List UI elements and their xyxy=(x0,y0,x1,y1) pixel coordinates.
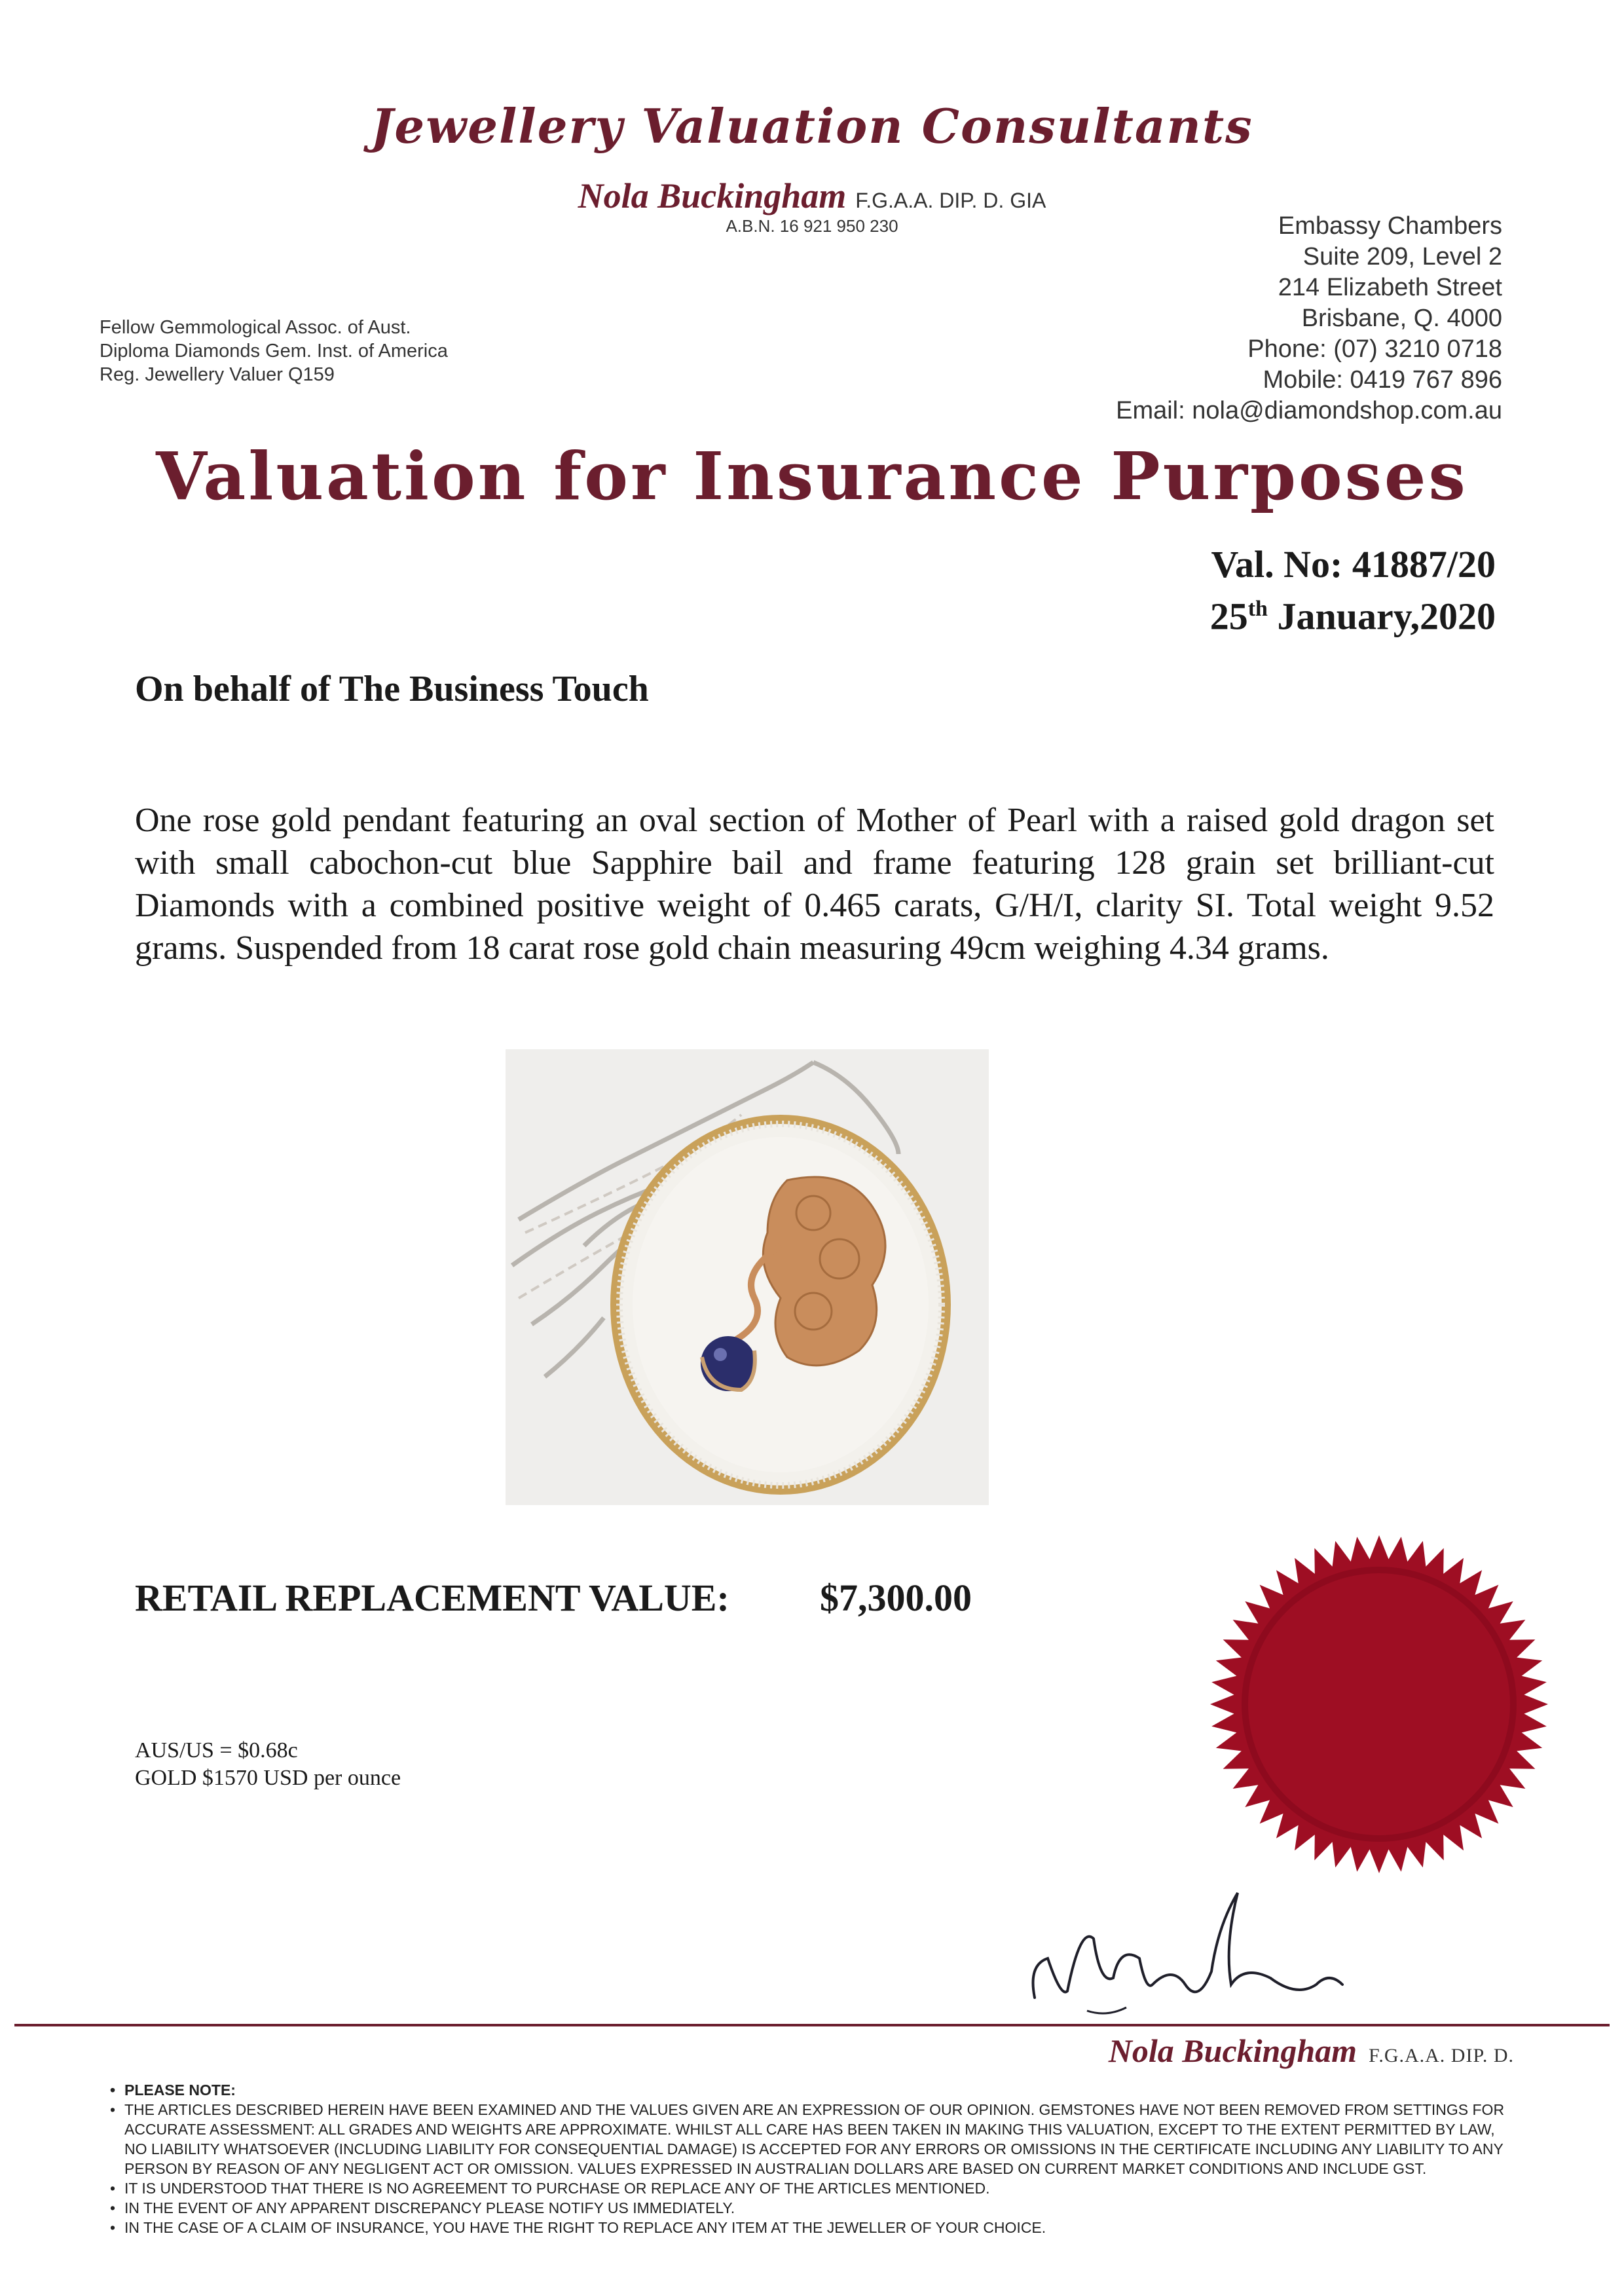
valuation-reference xyxy=(1210,542,1496,639)
credential-line: Reg. Jewellery Valuer Q159 xyxy=(100,364,335,385)
signatory-qualifications: F.G.A.A. DIP. D. xyxy=(1369,2045,1514,2066)
notes-heading: • PLEASE NOTE: xyxy=(110,2080,1518,2100)
date-suffix: th xyxy=(1247,597,1268,621)
note-item: • IT IS UNDERSTOOD THAT THERE IS NO AGREEMENT TO PURCHASE OR REPLACE ANY OF THE ARTICLES MENTIONED. xyxy=(110,2178,1518,2198)
credentials-block xyxy=(100,316,448,386)
handwritten-signature xyxy=(1022,1886,1349,2030)
credential-line: Diploma Diamonds Gem. Inst. of America xyxy=(100,341,448,362)
gold-price: GOLD $1570 USD per ounce xyxy=(135,1766,401,1790)
note-item: • THE ARTICLES DESCRIBED HEREIN HAVE BEEN EXAMINED AND THE VALUES GIVEN ARE AN EXPRESSION OF OUR OPINION. GEMSTONES HAVE NOT BEEN REMOVED FROM SETTINGS FOR ACCURATE ASSESSMENT: ALL GRADES AND WEIGHTS ARE APPROXIMATE. WHILST ALL CARE HAS BEEN TAKEN IN MAKING THIS VALUATION, EXCEPT TO THE EXTENT PERMITTED BY LAW, NO LIABILITY WHATSOEVER (INCLUDING LIABILITY FOR CONSEQUENTIAL DAMAGE) IS ACCEPTED FOR ANY ERRORS OR OMISSIONS IN THE CERTIFICATE INCLUDING ANY LIABILITY TO ANY PERSON BY REASON OF ANY NEGLIGENT ACT OR OMISSION. VALUES EXPRESSED IN AUSTRALIAN DOLLARS ARE BASED ON CURRENT MARKET CONDITIONS AND INCLUDE GST. xyxy=(110,2100,1518,2178)
credential-line: Fellow Gemmological Assoc. of Aust. xyxy=(100,317,411,338)
signatory-line xyxy=(1109,2032,1514,2070)
red-seal-icon xyxy=(1209,1534,1549,1875)
exchange-rate: AUS/US = $0.68c xyxy=(135,1738,298,1763)
valuer-qualifications: F.G.A.A. DIP. D. GIA xyxy=(855,189,1046,212)
date-day: 25 xyxy=(1209,595,1248,638)
abn-number: A.B.N. 16 921 950 230 xyxy=(726,216,898,236)
company-name: Jewellery Valuation Consultants xyxy=(371,98,1253,154)
valuer-name: Nola Buckingham xyxy=(578,176,847,215)
address-line: Embassy Chambers xyxy=(1278,212,1502,240)
address-line: 214 Elizabeth Street xyxy=(1278,274,1502,301)
note-item: • IN THE CASE OF A CLAIM OF INSURANCE, YOU HAVE THE RIGHT TO REPLACE ANY ITEM AT THE JEWELLER OF YOUR CHOICE. xyxy=(110,2218,1518,2237)
retail-value-amount: $7,300.00 xyxy=(820,1577,972,1619)
document-title: Valuation for Insurance Purposes xyxy=(156,438,1468,515)
signatory-name: Nola Buckingham xyxy=(1108,2032,1357,2069)
note-item: • IN THE EVENT OF ANY APPARENT DISCREPANCY PLEASE NOTIFY US IMMEDIATELY. xyxy=(110,2198,1518,2218)
date-month-year: January,2020 xyxy=(1267,595,1496,638)
pendant-photo xyxy=(506,1049,989,1505)
retail-value-label: RETAIL REPLACEMENT VALUE: xyxy=(135,1577,729,1619)
phone-line: Phone: (07) 3210 0718 xyxy=(1247,335,1502,363)
valuation-number: Val. No: 41887/20 xyxy=(1211,543,1496,586)
address-line: Brisbane, Q. 4000 xyxy=(1301,305,1502,332)
valuer-line xyxy=(0,176,1624,216)
address-block xyxy=(1116,211,1502,426)
address-line: Suite 209, Level 2 xyxy=(1302,243,1502,271)
pendant-illustration xyxy=(506,1049,989,1505)
signature-rule xyxy=(14,2024,1610,2026)
valuation-date xyxy=(1210,587,1496,639)
email-line: Email: nola@diamondshop.com.au xyxy=(1116,397,1502,424)
item-description: One rose gold pendant featuring an oval section of Mother of Pearl with a raised gold dragon set with small cabochon-cut blue Sapphire bail and frame featuring 128 grain set brilliant-cut Diamonds with a combined positive weight of 0.465 carats, G/H/I, clarity SI. Total weight 9.52 grams. Suspended from 18 carat rose gold chain measuring 49cm weighing 4.34 grams. xyxy=(135,802,1494,967)
mobile-line: Mobile: 0419 767 896 xyxy=(1263,366,1502,394)
on-behalf-of: On behalf of The Business Touch xyxy=(135,669,649,709)
rates-block xyxy=(135,1737,401,1792)
notes-section xyxy=(110,2080,1518,2237)
